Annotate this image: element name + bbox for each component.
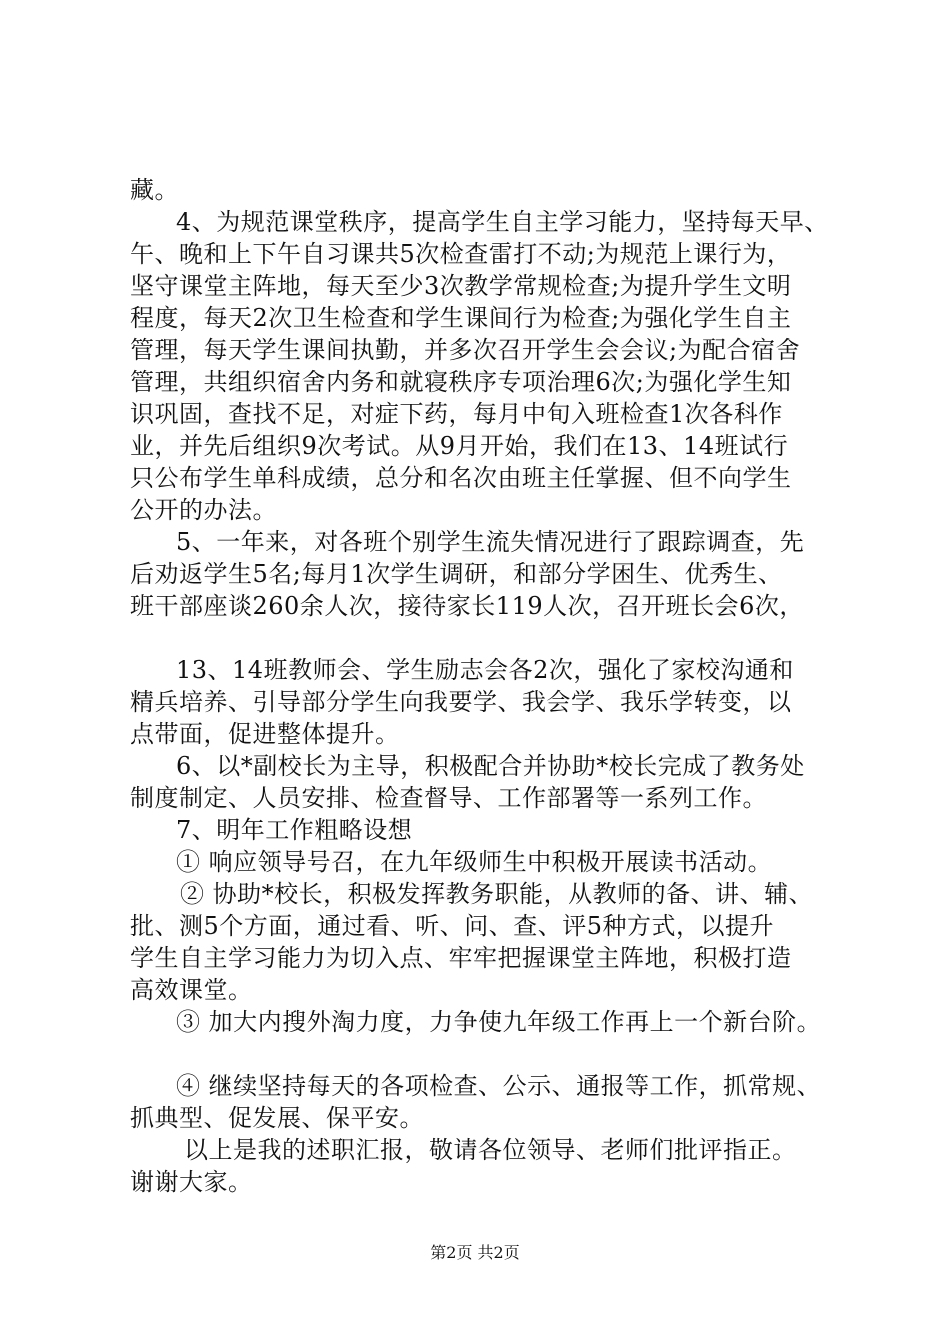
page-number-footer: 第2页 共2页 <box>430 1243 520 1262</box>
text-line: 坚守课堂主阵地，每天至少3次教学常规检查;为提升学生文明 <box>130 272 792 300</box>
text-line: 午、晚和上下午自习课共5次检查雷打不动;为规范上课行为， <box>130 240 792 268</box>
paragraph-5-start: 5、一年来，对各班个别学生流失情况进行了跟踪调查，先 <box>176 528 805 556</box>
text-line: 业，并先后组织9次考试。从9月开始，我们在13、14班试行 <box>130 432 789 460</box>
text-line: 识巩固，查找不足，对症下药，每月中旬入班检查1次各科作 <box>130 400 783 428</box>
text-line: 只公布学生单科成绩，总分和名次由班主任掌握、但不向学生 <box>130 464 792 492</box>
text-line: 批、测5个方面，通过看、听、问、查、评5种方式，以提升 <box>130 912 775 940</box>
document-body <box>130 174 850 1198</box>
list-item-1: ① 响应领导号召，在九年级师生中积极开展读书活动。 <box>176 848 773 876</box>
text-line: 精兵培养、引导部分学生向我要学、我会学、我乐学转变，以 <box>130 688 792 716</box>
text-line: 学生自主学习能力为切入点、牢牢把握课堂主阵地，积极打造 <box>130 944 792 972</box>
text-line: 班干部座谈260余人次，接待家长119人次，召开班长会6次， <box>130 592 804 620</box>
list-item-4: ④ 继续坚持每天的各项检查、公示、通报等工作，抓常规、 <box>176 1072 822 1100</box>
spacer <box>130 622 850 654</box>
text-line: 点带面，促进整体提升。 <box>130 720 400 748</box>
list-item-3: ③ 加大内搜外淘力度，力争使九年级工作再上一个新台阶。 <box>176 1008 822 1036</box>
text-line: 藏。 <box>130 176 179 204</box>
paragraph-4-start: 4、为规范课堂秩序，提高学生自主学习能力，坚持每天早、 <box>176 208 829 236</box>
paragraph-continued: 13、14班教师会、学生励志会各2次，强化了家校沟通和 <box>176 656 794 684</box>
text-line: 谢谢大家。 <box>130 1168 253 1196</box>
spacer <box>130 1038 850 1070</box>
text-line: 公开的办法。 <box>130 496 277 524</box>
text-line: 管理，共组织宿舍内务和就寝秩序专项治理6次;为强化学生知 <box>130 368 792 396</box>
list-item-2: ② 协助*校长，积极发挥教务职能，从教师的备、讲、辅、 <box>180 880 814 908</box>
closing-paragraph: 以上是我的述职汇报，敬请各位领导、老师们批评指正。 <box>184 1136 797 1164</box>
paragraph-6-start: 6、以*副校长为主导，积极配合并协助*校长完成了教务处 <box>176 752 805 780</box>
section-heading-7: 7、明年工作粗略设想 <box>176 816 413 844</box>
text-line: 抓典型、促发展、保平安。 <box>130 1104 424 1132</box>
text-line: 制度制定、人员安排、检查督导、工作部署等一系列工作。 <box>130 784 767 812</box>
text-line: 管理，每天学生课间执勤，并多次召开学生会会议;为配合宿舍 <box>130 336 801 364</box>
text-line: 后劝返学生5名;每月1次学生调研，和部分学困生、优秀生、 <box>130 560 783 588</box>
text-line: 程度，每天2次卫生检查和学生课间行为检查;为强化学生自主 <box>130 304 792 332</box>
text-line: 高效课堂。 <box>130 976 253 1004</box>
